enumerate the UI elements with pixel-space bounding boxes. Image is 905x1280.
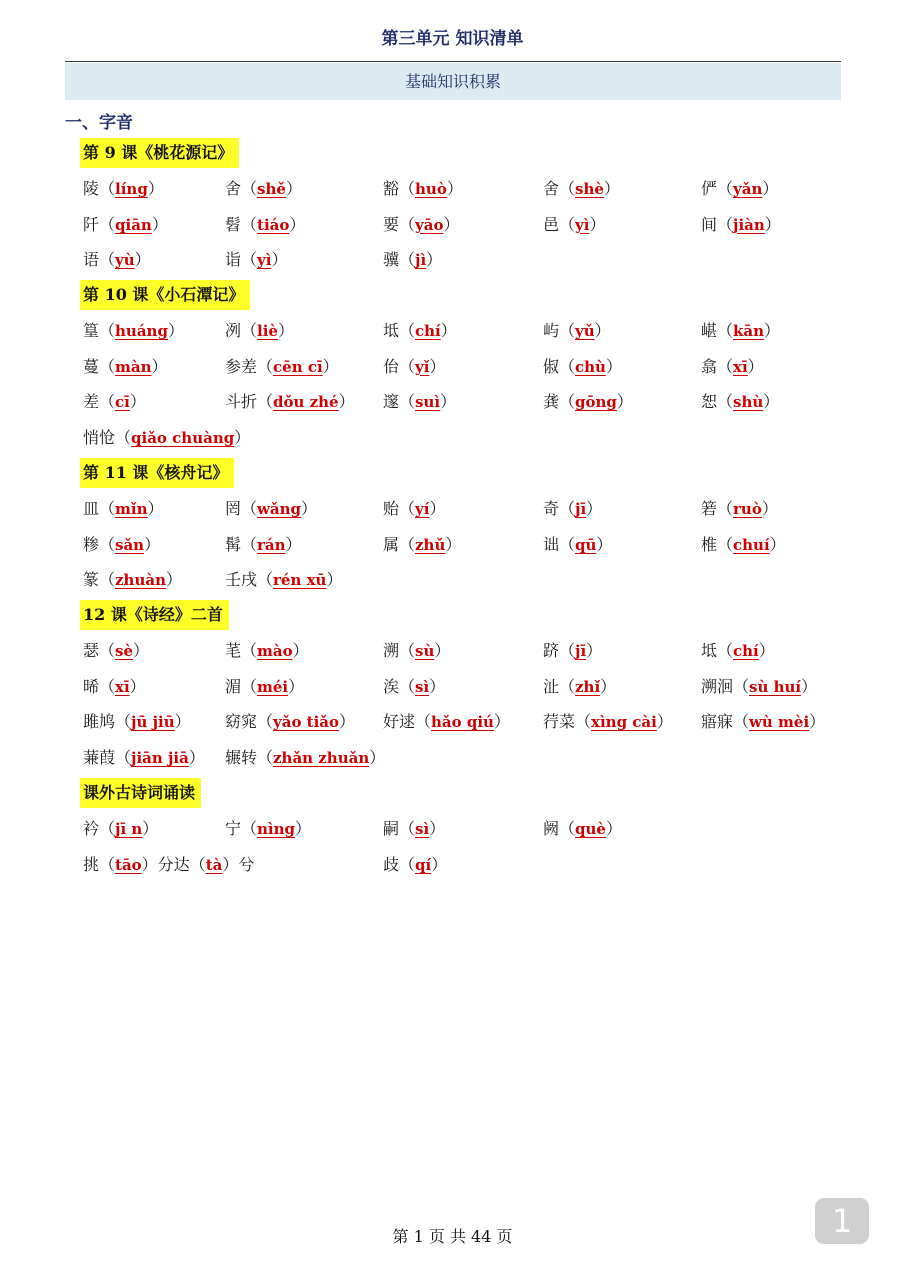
pinyin-answer: yǎn [733,180,763,198]
closing-paren: ）兮 [222,854,255,874]
closing-paren: ） [586,499,603,518]
character-text: 歧（ [383,854,416,874]
character-text: 诎（ [543,534,576,554]
pinyin-entry [225,177,302,201]
character-text: 属（ [383,534,416,554]
pinyin-entry [701,390,779,414]
pinyin-answer: jī n [115,820,143,838]
closing-paren: ） [234,428,251,448]
closing-paren: ） [764,321,781,340]
pinyin-answer: jī [575,500,587,518]
closing-paren: ） [285,179,302,198]
character-text: 髯（ [225,534,258,554]
closing-paren: ） [188,748,205,768]
pinyin-answer: zhuàn [115,571,166,590]
pinyin-entry [83,817,158,841]
pinyin-entry [83,568,182,592]
pinyin-entry [543,213,605,237]
pinyin-answer: zhǎn zhuǎn [273,749,370,768]
closing-paren: ） [134,250,151,270]
closing-paren: ） [801,676,818,696]
closing-paren: ） [133,641,150,660]
pinyin-answer: jì [415,251,427,270]
pinyin-answer: què [575,820,606,838]
pinyin-answer: tà [205,855,223,874]
closing-paren: ） [429,676,446,696]
pinyin-answer: jū jiū [131,713,175,732]
closing-paren: ） [446,179,463,198]
closing-paren: ） [288,676,305,696]
pinyin-answer: yí [415,500,430,518]
closing-paren: ） [769,534,786,554]
character-text: 悄怆（ [83,428,132,448]
pinyin-answer: líng [115,180,148,198]
pinyin-answer: sù huí [749,677,802,696]
closing-paren: ） [440,392,457,412]
character-text: 芼（ [225,641,258,660]
pinyin-entry [383,497,445,521]
pinyin-entry [383,355,445,379]
character-text: 邑（ [543,214,576,234]
pinyin-answer: chù [575,357,606,376]
pinyin-answer: sǎn [115,535,145,554]
pinyin-answer: shù [733,393,764,412]
pinyin-entry [225,355,339,379]
document-title: 第三单元 知识清单 [381,29,524,49]
character-text: 瑟（ [83,641,116,660]
character-text: 涘（ [383,676,416,696]
pinyin-entry [225,390,355,414]
pinyin-entry [543,390,633,414]
lesson-label: 课外古诗词诵读 [80,778,201,808]
pinyin-answer: mào [257,642,293,660]
character-text: 髫（ [225,214,258,234]
closing-paren: ） [764,214,781,234]
closing-paren: ） [147,179,164,198]
pinyin-entry [701,639,775,663]
closing-paren: ） [174,712,191,732]
pinyin-answer: cēn cī [273,357,323,376]
pinyin-entry [701,177,778,201]
pinyin-answer: zhǐ [575,677,601,696]
pinyin-answer: jiān jiā [131,749,189,768]
character-text: 晞（ [83,676,116,696]
pinyin-entry [543,675,616,699]
closing-paren: ） [605,356,622,376]
pinyin-entry [543,497,602,521]
pinyin-answer: mǐn [115,500,148,518]
character-text: 宁（ [225,819,258,838]
pinyin-entry [225,533,302,557]
closing-paren: ） [586,641,603,660]
pinyin-entry [383,390,456,414]
pinyin-entry [543,319,611,343]
character-text: 恕（ [701,392,734,412]
pinyin-entry [83,497,164,521]
closing-paren: ） [589,214,606,234]
pinyin-entry [225,213,305,237]
character-text: 窈窕（ [225,712,274,732]
closing-paren: ） [596,534,613,554]
closing-paren: ） [301,499,318,518]
character-text: 阡（ [83,214,116,234]
character-text: 椎（ [701,534,734,554]
character-text: 差（ [83,392,116,412]
character-text: 荇菜（ [543,712,592,732]
character-text: 俨（ [701,179,734,198]
pinyin-answer: chí [415,322,441,340]
pinyin-answer: shè [575,180,604,198]
pinyin-answer: yì [257,251,272,270]
closing-paren: ） [142,819,159,838]
closing-paren: ） [603,179,620,198]
pinyin-answer: tiáo [257,215,290,234]
pinyin-entry [701,533,786,557]
character-text: 衿（ [83,819,116,838]
character-text: 奇（ [543,499,576,518]
pinyin-entry [83,675,146,699]
closing-paren: ） [761,499,778,518]
pinyin-entry [83,390,146,414]
closing-paren: ） [431,854,448,874]
closing-paren: ） [129,676,146,696]
character-text: 阙（ [543,819,576,838]
pinyin-answer: zhǔ [415,535,446,554]
pinyin-answer: rán [257,535,286,554]
character-text: 挑（ [83,854,116,874]
closing-paren: ） [616,392,633,412]
character-text: 糁（ [83,534,116,554]
pinyin-entry [83,426,250,450]
character-text: 陵（ [83,179,116,198]
pinyin-answer: tāo [115,855,142,874]
character-text: 篆（ [83,570,116,590]
character-text: 雎鸠（ [83,712,132,732]
lesson-label: 12 课《诗经》二首 [80,600,229,630]
section-band: 基础知识积累 [65,63,841,100]
character-text: 屿（ [543,321,576,340]
pinyin-entry [701,355,764,379]
character-text: 冽（ [225,321,258,340]
closing-paren: ） [285,534,302,554]
pinyin-entry [83,319,184,343]
closing-paren: ） [326,570,343,590]
pinyin-answer: méi [257,677,289,696]
pinyin-entry [543,533,612,557]
pinyin-answer: qiān [115,215,152,234]
closing-paren: ） [426,250,443,270]
character-text: 佁（ [383,356,416,376]
pinyin-entry [701,675,817,699]
character-text: 要（ [383,214,416,234]
character-text: 骥（ [383,250,416,270]
pinyin-entry [383,319,457,343]
closing-paren: ） [762,179,779,198]
pinyin-entry [225,710,355,734]
lesson-label: 第 11 课《核舟记》 [80,458,234,488]
pinyin-entry [83,248,151,272]
character-text: 斗折（ [225,392,274,412]
pinyin-entry [543,710,673,734]
pinyin-answer: rén xū [273,571,327,590]
pinyin-answer: yǔ [575,322,595,340]
pinyin-entry [383,639,450,663]
pinyin-answer: shě [257,180,286,198]
character-text: 邃（ [383,392,416,412]
pinyin-entry [383,710,510,734]
character-text: 坻（ [701,641,734,660]
character-text: 舍（ [225,179,258,198]
character-text: 好逑（ [383,712,432,732]
character-text: 蒹葭（ [83,748,132,768]
pinyin-entry [383,248,442,272]
closing-paren: ） [338,392,355,412]
closing-paren: ） [443,214,460,234]
closing-paren: ） [147,499,164,518]
pinyin-entry [701,213,781,237]
closing-paren: ） [656,712,673,732]
character-text: 舍（ [543,179,576,198]
character-text: 蔓（ [83,356,116,376]
character-text: 参差（ [225,356,274,376]
closing-paren: ） [429,356,446,376]
closing-paren: ） [758,641,775,660]
pinyin-answer: sì [415,677,430,696]
closing-paren: ） [165,570,182,590]
closing-paren: ） [129,392,146,412]
character-text: 间（ [701,214,734,234]
pinyin-answer: xìng cài [591,713,657,732]
pinyin-entry [543,355,622,379]
pinyin-answer: xī [115,677,130,696]
pinyin-answer: sì [415,820,430,838]
pinyin-answer: nìng [257,820,296,838]
character-text: 语（ [83,250,116,270]
lesson-label: 第 9 课《桃花源记》 [80,138,239,168]
character-text: 篁（ [83,321,116,340]
pinyin-entry [383,177,463,201]
closing-paren: ） [429,499,446,518]
character-text: 嵁（ [701,321,734,340]
pinyin-entry [83,710,191,734]
pinyin-entry [83,639,149,663]
pinyin-entry [383,533,461,557]
pinyin-answer: chuí [733,535,770,554]
character-text: 豁（ [383,179,416,198]
closing-paren: ） [747,356,764,376]
pinyin-answer: yǐ [415,357,430,376]
pinyin-entry [543,177,620,201]
closing-paren: ） [144,534,161,554]
closing-paren: ） [594,321,611,340]
character-text: 壬戌（ [225,570,274,590]
pinyin-entry [543,817,622,841]
closing-paren: ） [295,819,312,838]
pinyin-answer: yǎo tiǎo [273,713,340,732]
pinyin-answer: wù mèi [749,713,810,732]
character-text: 箬（ [701,499,734,518]
character-text: 坻（ [383,321,416,340]
pinyin-entry [225,675,304,699]
pinyin-entry [701,710,825,734]
closing-paren: ） [322,356,339,376]
closing-paren: ） [167,321,184,340]
pinyin-entry [225,248,287,272]
character-text: 翕（ [701,356,734,376]
pinyin-entry [225,568,342,592]
pinyin-answer: qiǎo chuàng [131,429,235,448]
pinyin-answer: sè [115,642,134,660]
pinyin-answer: yāo [415,215,444,234]
pinyin-answer: liè [257,322,278,340]
pinyin-entry [225,497,317,521]
pinyin-entry [383,817,445,841]
pinyin-entry [83,177,164,201]
pinyin-entry [225,817,311,841]
pinyin-answer: suì [415,393,441,412]
closing-paren: ） [605,819,622,838]
character-text: 溯（ [383,641,416,660]
pinyin-entry [383,213,459,237]
pinyin-entry [225,639,309,663]
closing-paren: ） [600,676,617,696]
character-text: 跻（ [543,641,576,660]
page-number-badge: 1 [815,1198,869,1244]
pinyin-entry [543,639,602,663]
character-text: 罔（ [225,499,258,518]
pinyin-answer: hǎo qiú [431,713,494,732]
lesson-label: 第 10 课《小石潭记》 [80,280,250,310]
pinyin-answer: sù [415,642,435,660]
closing-paren: ） [339,712,356,732]
closing-paren: ） [271,250,288,270]
character-text: 辗转（ [225,748,274,768]
pinyin-answer: wǎng [257,500,302,518]
pinyin-answer: huáng [115,322,168,340]
pinyin-answer: màn [115,357,152,376]
pinyin-answer: qí [415,855,432,874]
character-text: 诣（ [225,250,258,270]
pinyin-answer: qū [575,535,597,554]
pinyin-entry [83,355,168,379]
closing-paren: ） [445,534,462,554]
closing-paren: ） [493,712,510,732]
closing-paren: ） [289,214,306,234]
pinyin-entry [83,533,160,557]
character-text: 溯洄（ [701,676,750,696]
closing-paren: ） [434,641,451,660]
closing-paren: ） [763,392,780,412]
closing-paren: ） [151,356,168,376]
section-heading: 一、字音 [65,113,133,133]
character-text: 嗣（ [383,819,416,838]
closing-paren: ） [440,321,457,340]
pinyin-answer: gōng [575,393,617,412]
pinyin-entry [701,497,778,521]
closing-paren: ） [429,819,446,838]
character-text: 皿（ [83,499,116,518]
pinyin-answer: huò [415,180,447,198]
pinyin-entry [225,319,294,343]
pinyin-answer: jī [575,642,587,660]
pinyin-entry [383,853,447,877]
character-text: 俶（ [543,356,576,376]
pinyin-answer: kān [733,322,765,340]
closing-paren: ）分达（ [141,854,206,874]
pinyin-entry [383,675,445,699]
pinyin-entry [83,853,254,877]
pinyin-answer: yì [575,215,590,234]
pinyin-answer: dǒu zhé [273,393,339,412]
closing-paren: ） [809,712,826,732]
page-footer: 第 1 页 共 44 页 [392,1227,513,1246]
closing-paren: ） [369,748,386,768]
character-text: 龚（ [543,392,576,412]
pinyin-entry [225,746,385,770]
pinyin-entry [701,319,780,343]
closing-paren: ） [292,641,309,660]
pinyin-entry [83,746,205,770]
pinyin-answer: yù [115,251,135,270]
pinyin-answer: chí [733,642,759,660]
pinyin-answer: cī [115,393,130,412]
title-divider [65,61,841,62]
character-text: 沚（ [543,676,576,696]
character-text: 贻（ [383,499,416,518]
pinyin-entry [83,213,168,237]
closing-paren: ） [277,321,294,340]
pinyin-answer: jiàn [733,215,765,234]
character-text: 湄（ [225,676,258,696]
pinyin-answer: ruò [733,500,762,518]
pinyin-answer: xī [733,357,748,376]
character-text: 寤寐（ [701,712,750,732]
closing-paren: ） [151,214,168,234]
